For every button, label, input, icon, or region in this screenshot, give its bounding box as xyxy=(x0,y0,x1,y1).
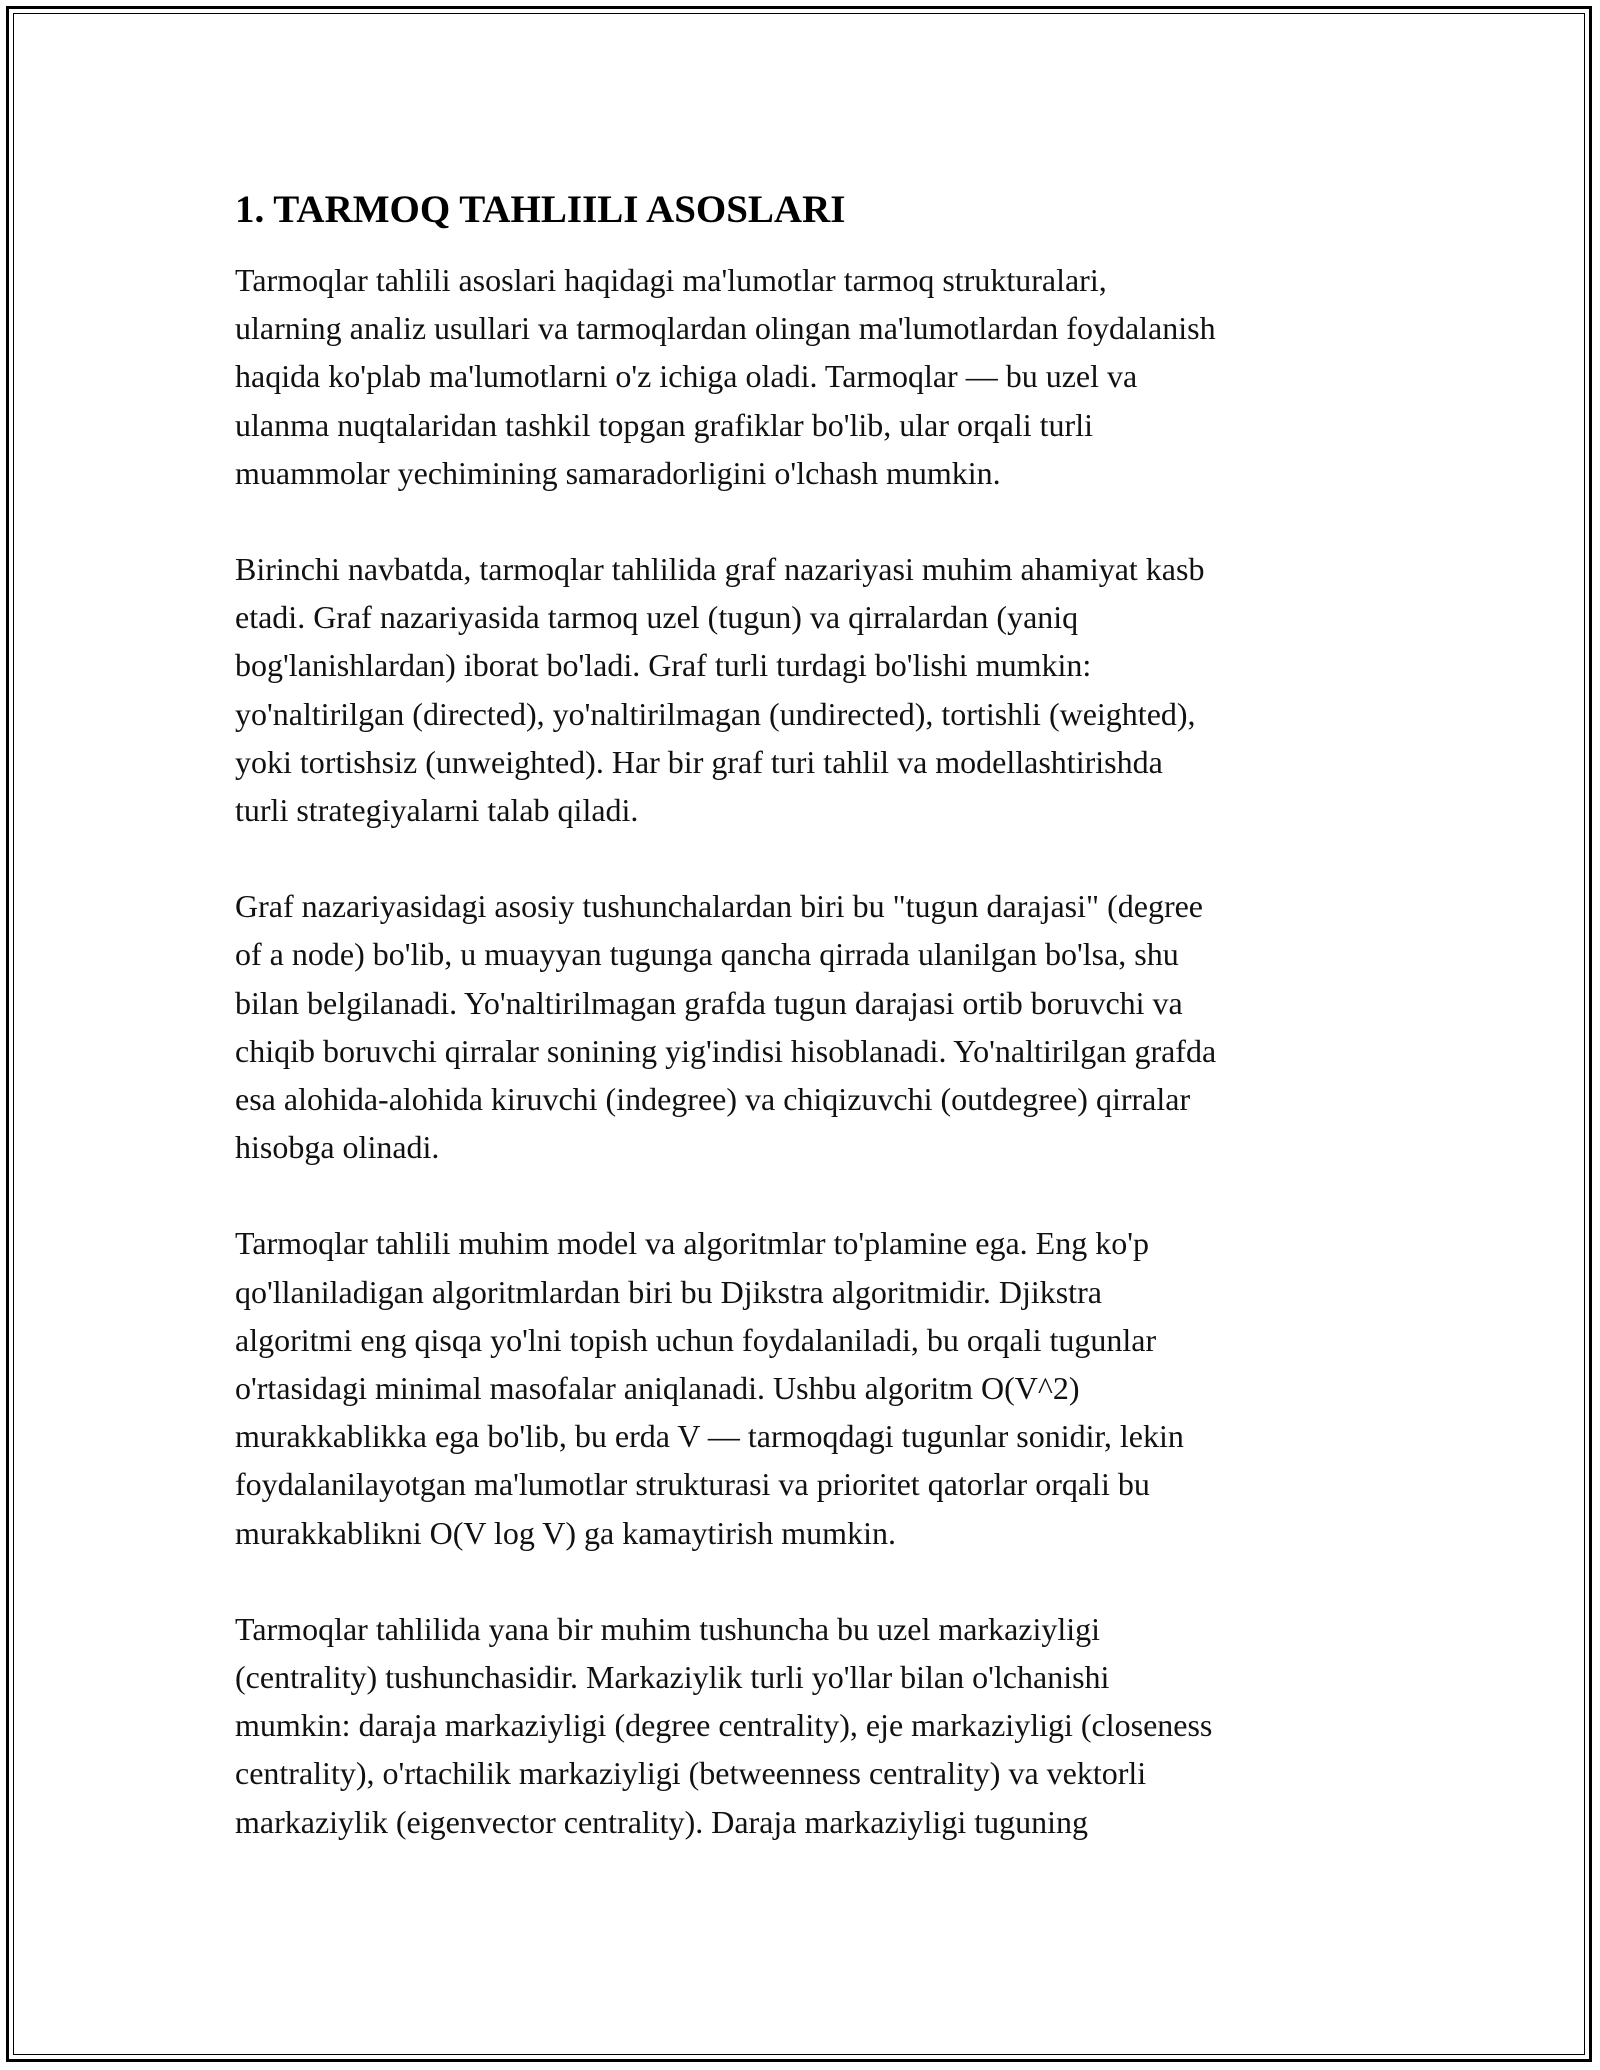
text-line: etadi. Graf nazariyasida tarmoq uzel (tugun) va qirralardan (yaniq xyxy=(235,599,1079,636)
paragraph-1 xyxy=(235,256,1375,497)
text-line: Tarmoqlar tahlili asoslari haqidagi ma'lumotlar tarmoq strukturalari, xyxy=(235,262,1107,298)
text-line: foydalanilayotgan ma'lumotlar strukturasi va prioritet qatorlar orqali bu xyxy=(235,1466,1150,1503)
text-line: muammolar yechimining samaradorligini o'lchash mumkin. xyxy=(235,454,1001,491)
text-line: Tarmoqlar tahlili muhim model va algoritmlar to'plamine ega. Eng ko'p xyxy=(235,1225,1149,1262)
text-line: algoritmi eng qisqa yo'lni topish uchun foydalaniladi, bu orqali tugunlar xyxy=(235,1321,1157,1358)
text-line: chiqib boruvchi qirralar sonining yig'indisi hisoblanadi. Yo'naltirilgan grafda xyxy=(235,1032,1217,1069)
text-line: (centrality) tushunchasidir. Markaziylik turli yo'llar bilan o'lchanishi xyxy=(235,1659,1110,1696)
text-line: Tarmoqlar tahlilida yana bir muhim tushuncha bu uzel markaziyligi xyxy=(235,1610,1101,1647)
text-line: Graf nazariyasidagi asosiy tushunchalardan biri bu "tugun darajasi" (degree xyxy=(235,888,1203,925)
paragraph-2 xyxy=(235,545,1375,834)
section-title: 1. TARMOQ TAHLIILI ASOSLARI xyxy=(235,188,846,231)
text-line: o'rtasidagi minimal masofalar aniqlanadi. Ushbu algoritm O(V^2) xyxy=(235,1370,1080,1407)
text-line: murakkablikka ega bo'lib, bu erda V — tarmoqdagi tugunlar sonidir, lekin xyxy=(235,1418,1184,1455)
paragraph-3 xyxy=(235,882,1375,1171)
text-line: markaziylik (eigenvector centrality). Daraja markaziyligi tuguning xyxy=(235,1803,1088,1840)
document-body xyxy=(235,186,1375,1894)
text-line: Birinchi navbatda, tarmoqlar tahlilida graf nazariyasi muhim ahamiyat kasb xyxy=(235,551,1205,588)
text-line: turli strategiyalarni talab qiladi. xyxy=(235,792,639,829)
text-line: murakkablikni O(V log V) ga kamaytirish mumkin. xyxy=(235,1514,896,1551)
text-line: ularning analiz usullari va tarmoqlardan olingan ma'lumotlardan foydalanish xyxy=(235,310,1216,347)
text-line: haqida ko'plab ma'lumotlarni o'z ichiga oladi. Tarmoqlar — bu uzel va xyxy=(235,358,1138,395)
text-line: esa alohida-alohida kiruvchi (indegree) va chiqizuvchi (outdegree) qirralar xyxy=(235,1081,1191,1118)
text-line: qo'llaniladigan algoritmlardan biri bu Djikstra algoritmidir. Djikstra xyxy=(235,1273,1102,1310)
paragraph-5 xyxy=(235,1605,1375,1846)
paragraph-4 xyxy=(235,1219,1375,1556)
text-line: of a node) bo'lib, u muayyan tugunga qancha qirrada ulanilgan bo'lsa, shu xyxy=(235,936,1179,973)
text-line: ulanma nuqtalaridan tashkil topgan grafiklar bo'lib, ular orqali turli xyxy=(235,406,1093,443)
text-line: yo'naltirilgan (directed), yo'naltirilmagan (undirected), tortishli (weighted), xyxy=(235,695,1196,732)
text-line: bilan belgilanadi. Yo'naltirilmagan grafda tugun darajasi ortib boruvchi va xyxy=(235,984,1183,1021)
text-line: hisobga olinadi. xyxy=(235,1129,440,1166)
text-line: centrality), o'rtachilik markaziyligi (betweenness centrality) va vektorli xyxy=(235,1755,1147,1792)
text-line: bog'lanishlardan) iborat bo'ladi. Graf turli turdagi bo'lishi mumkin: xyxy=(235,647,1092,684)
text-line: mumkin: daraja markaziyligi (degree centrality), eje markaziyligi (closeness xyxy=(235,1707,1213,1744)
text-line: yoki tortishsiz (unweighted). Har bir graf turi tahlil va modellashtirishda xyxy=(235,743,1163,780)
